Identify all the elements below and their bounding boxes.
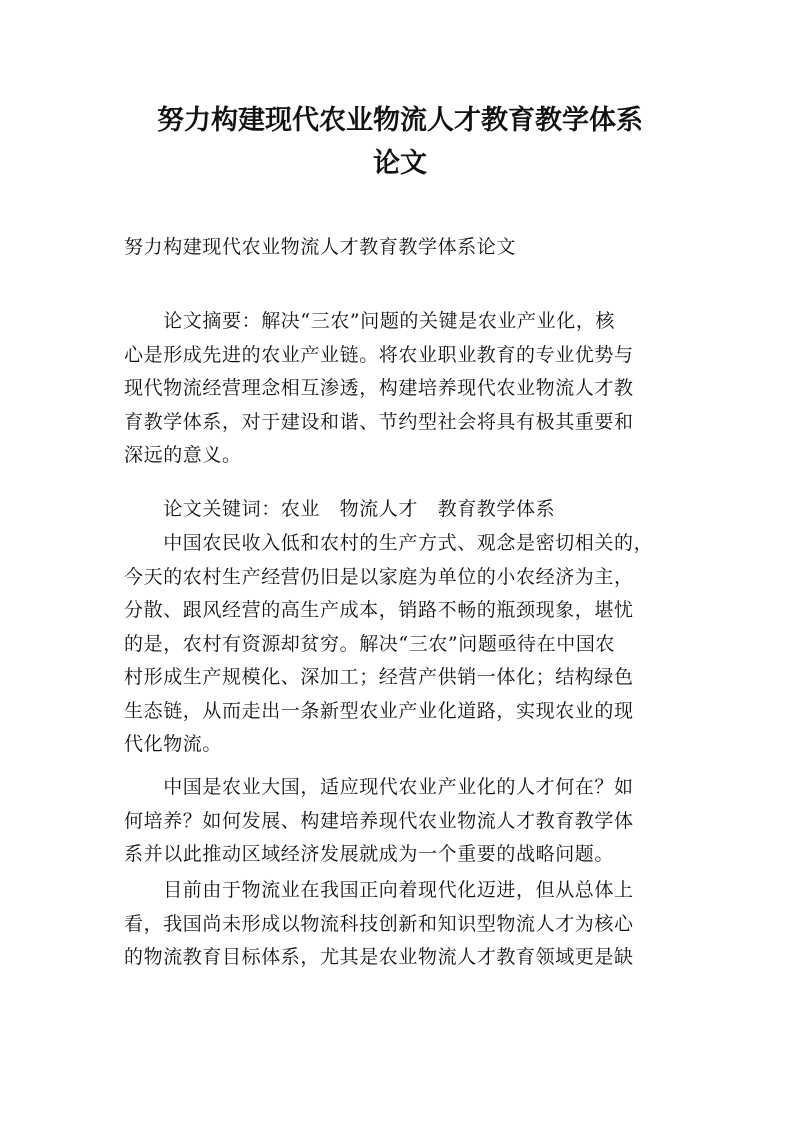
document-title-line-2: 论文 (373, 148, 427, 179)
text-line: 育教学体系，对于建设和谐、节约型社会将具有极其重要和 (124, 410, 634, 433)
text-line: 今天的农村生产经营仍旧是以家庭为单位的小农经济为主， (124, 565, 634, 588)
keywords-paragraph (124, 493, 684, 527)
text-line: 系并以此推动区域经济发展就成为一个重要的战略问题。 (124, 843, 615, 865)
abstract-paragraph (124, 305, 684, 473)
text-line: 的物流教育目标体系，尤其是农业物流人才教育领域更是缺 (124, 946, 634, 968)
document-title-line-1: 努力构建现代农业物流人才教育教学体系 (157, 105, 643, 136)
text-line: 深远的意义。 (124, 444, 242, 466)
body-paragraph (124, 771, 684, 872)
text-line: 何培养？如何发展、构建培养现代农业物流人才教育教学体 (124, 809, 634, 832)
text-line: 目前由于物流业在我国正向着现代化迈进，但从总体上 (124, 879, 634, 901)
text-line: 现代物流经营理念相互渗透，构建培养现代农业物流人才教 (124, 377, 634, 399)
text-line: 分散、跟风经营的高生产成本，销路不畅的瓶颈现象，堪忧 (124, 599, 634, 621)
text-line: 中国是农业大国，适应现代农业产业化的人才何在？如 (124, 776, 634, 798)
document-subtitle: 努力构建现代农业物流人才教育教学体系论文 (124, 236, 517, 258)
text-line: 心是形成先进的农业产业链。将农业职业教育的专业优势与 (124, 343, 634, 366)
text-line: 代化物流。 (124, 733, 223, 755)
text-line: 中国农民收入低和农村的生产方式、观念是密切相关的， (124, 532, 654, 554)
text-line: 论文关键词：农业 物流人才 教育教学体系 (124, 498, 556, 520)
text-line: 论文摘要：解决“三农”问题的关键是农业产业化，核 (124, 310, 616, 332)
text-line: 村形成生产规模化、深加工；经营产供销一体化；结构绿色 (124, 666, 634, 688)
body-paragraph (124, 874, 684, 975)
text-line: 的是，农村有资源却贫穷。解决“三农”问题亟待在中国农 (124, 632, 616, 655)
text-line: 生态链，从而走出一条新型农业产业化道路，实现农业的现 (124, 699, 634, 722)
text-line: 看，我国尚未形成以物流科技创新和知识型物流人才为核心 (124, 912, 634, 935)
body-paragraph (124, 527, 684, 762)
